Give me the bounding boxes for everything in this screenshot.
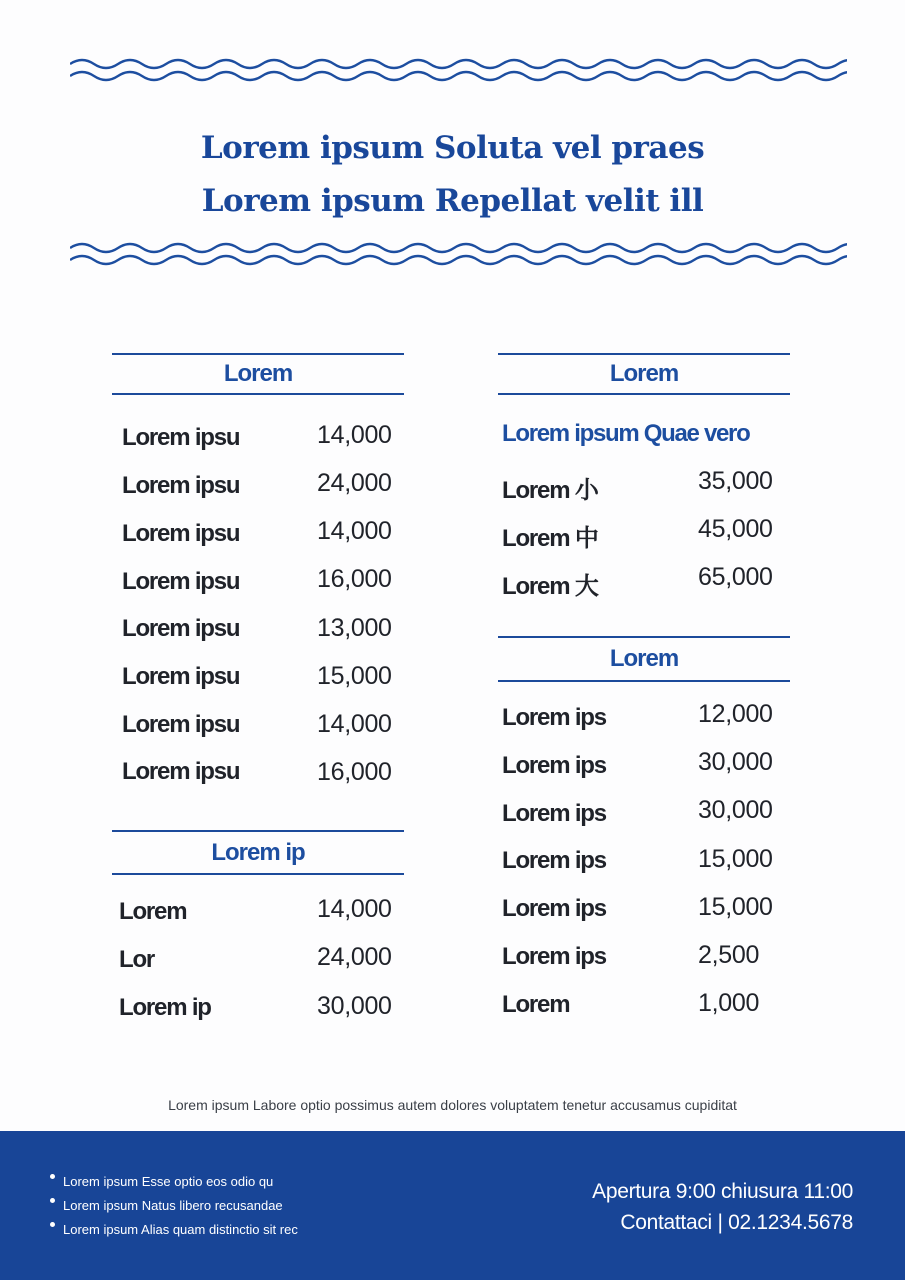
menu-item-name: Lorem ipsu [122,472,240,499]
contact-phone: Contattaci | 02.1234.5678 [620,1211,853,1234]
wave-line-upper [70,60,847,68]
menu-item-name: Lorem ipsu [122,615,240,642]
section-heading-right-2: Lorem [498,636,790,682]
footer-contact-block [592,1176,853,1238]
footer-bullet-text: Lorem ipsum Esse optio eos odio qu [63,1174,274,1189]
wave-line-upper [70,244,847,252]
menu-item-name: Lor [119,946,155,973]
bullet-dot-icon [50,1174,55,1179]
footer-bullet-list [50,1170,298,1242]
menu-item-price: 14,000 [317,710,392,738]
menu-item-name: Lorem ips [502,895,606,922]
wave-line-lower [70,72,847,80]
menu-item-price: 16,000 [317,565,392,593]
footer-bullet-text: Lorem ipsum Alias quam distinctio sit rec [63,1222,298,1237]
menu-item-name: Lorem ipsu [122,520,240,547]
menu-item-price: 45,000 [698,515,773,543]
menu-item-name: Lorem ips [502,847,606,874]
menu-item-price: 16,000 [317,758,392,786]
menu-item-price: 15,000 [698,893,773,921]
menu-item-price: 24,000 [317,943,392,971]
menu-item-name: Lorem ipsu [122,568,240,595]
menu-item-price: 1,000 [698,989,760,1017]
menu-item-name: Lorem ips [502,943,606,970]
section-heading-right-1: Lorem [498,353,790,395]
footer-bullet-text: Lorem ipsum Natus libero recusandae [63,1198,283,1213]
menu-item-name: Lorem ipsu [122,758,240,785]
menu-item-name: Lorem 小 [502,477,598,504]
menu-item-price: 15,000 [698,845,773,873]
menu-item-price: 30,000 [698,748,773,776]
menu-item-name: Lorem ipsu [122,711,240,738]
section-heading-left-1: Lorem [112,353,404,395]
bullet-dot-icon [50,1198,55,1203]
menu-item-price: 15,000 [317,662,392,690]
menu-item-name: Lorem ips [502,704,606,731]
bullet-dot-icon [50,1222,55,1227]
footer-note: Lorem ipsum Labore optio possimus autem dolores voluptatem tenetur accusamus cupiditat [168,1097,737,1113]
menu-item-price: 30,000 [698,796,773,824]
menu-item-name: Lorem 大 [502,573,598,600]
section-subheading: Lorem ipsum Quae vero [502,420,750,447]
menu-item-price: 14,000 [317,421,392,449]
bottom-wave-border [70,240,847,272]
footer-bullet-item [50,1170,298,1194]
page-title-line-1: Lorem ipsum Soluta vel praes [200,130,705,166]
menu-item-name: Lorem ips [502,800,606,827]
footer-bullet-item [50,1194,298,1218]
menu-item-price: 24,000 [317,469,392,497]
menu-item-name: Lorem [119,898,187,925]
menu-item-price: 35,000 [698,467,773,495]
menu-item-price: 14,000 [317,895,392,923]
top-wave-border [70,56,847,88]
menu-item-name: Lorem 中 [502,525,598,552]
menu-item-name: Lorem ipsu [122,424,240,451]
footer-bullet-item [50,1218,298,1242]
opening-hours: Apertura 9:00 chiusura 11:00 [592,1180,853,1203]
menu-item-price: 13,000 [317,614,392,642]
menu-item-price: 2,500 [698,941,760,969]
menu-item-name: Lorem ips [502,752,606,779]
menu-item-price: 65,000 [698,563,773,591]
menu-item-price: 30,000 [317,992,392,1020]
menu-item-name: Lorem ipsu [122,663,240,690]
menu-item-name: Lorem [502,991,570,1018]
wave-line-lower [70,256,847,264]
page-title-line-2: Lorem ipsum Repellat velit ill [201,183,704,219]
section-heading-left-2: Lorem ip [112,830,404,875]
menu-item-price: 14,000 [317,517,392,545]
menu-item-price: 12,000 [698,700,773,728]
menu-item-name: Lorem ip [119,994,211,1021]
